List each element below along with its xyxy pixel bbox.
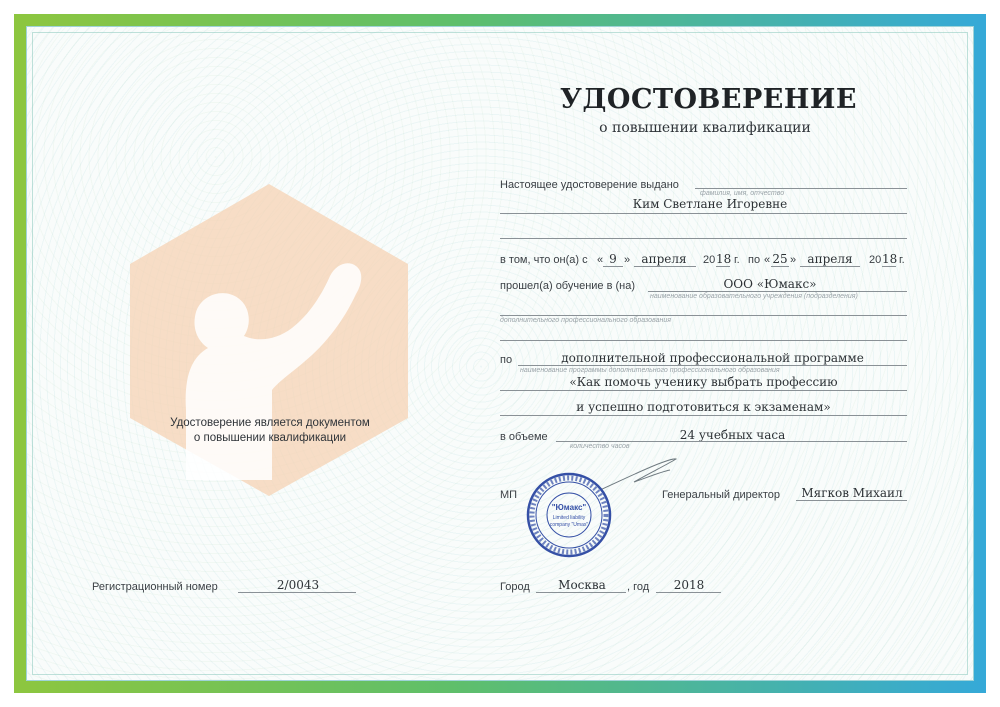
organization-name: ООО «Юмакс» [723,277,817,291]
org-line-1 [648,291,907,292]
registration-line [238,592,356,593]
to-month-line [800,266,860,267]
city-label: Город [500,581,530,593]
registration-label: Регистрационный номер [92,581,218,593]
to-year-suffix: 18 [882,252,898,266]
to-day: 25 [772,252,788,266]
year-line [656,592,721,593]
recipient-name: Ким Светлане Игоревне [632,197,788,211]
registration-number: 2/0043 [276,578,320,592]
program-name-line-2: и успешно подготовиться к экзаменам» [576,400,831,414]
to-month: апреля [807,252,853,266]
stamp-text-3: company "Umax" [549,522,589,528]
from-day-line [603,266,623,267]
from-year-prefix: 20 [703,254,716,266]
program-hint: наименование программы дополнительного профессионального образования [520,367,780,374]
city-value: Москва [558,578,606,592]
period-label: в том, что он(а) с [500,254,588,266]
from-year-line [716,266,730,267]
program-label: по [500,354,513,366]
mp-label: МП [500,489,518,501]
left-note-line-1: Удостоверение является документом [170,417,370,429]
from-month: апреля [641,252,687,266]
to-year-prefix: 20 [869,254,882,266]
issued-label: Настоящее удостоверение выдано [500,179,679,191]
volume-line [556,441,907,442]
left-note [150,416,390,446]
to-day-line [771,266,789,267]
director-name: Мягков Михаил [801,486,903,500]
program-line-3 [500,415,907,416]
org-line-3 [500,340,907,341]
organization-stamp-icon [526,472,612,558]
issued-line-1 [695,188,907,189]
program-name-line-1: «Как помочь ученику выбрать профессию [569,375,838,389]
volume-label: в объеме [500,431,548,443]
volume-value: 24 учебных часа [679,428,786,442]
program-line-2 [500,390,907,391]
director-line [796,500,907,501]
training-label: прошел(а) обучение в (на) [500,280,636,292]
quote-open-1: « [597,254,604,266]
year-value: 2018 [673,578,705,592]
year-mark-1: г. [734,254,740,266]
issued-line-2 [500,213,907,214]
org-hint-2: дополнительного профессионального образования [500,317,671,324]
issued-line-3 [500,238,907,239]
left-note-line-2: о повышении квалификации [193,432,347,444]
org-line-2 [500,315,907,316]
quote-close-1: » [624,254,631,266]
year-mark-2: г. [899,254,905,266]
from-year-suffix: 18 [716,252,732,266]
issued-hint: фамилия, имя, отчество [700,190,785,197]
to-label: по [748,254,761,266]
program-type: дополнительной профессиональной программе [561,351,864,365]
document-subtitle: о повышении квалификации [599,120,811,136]
volume-hint: количество часов [570,443,630,450]
director-position: Генеральный директор [662,489,780,501]
stamp-text-2: Limited liability [552,515,586,521]
stamp-text-1: "Юмакс" [551,503,587,512]
program-line-1 [518,365,907,366]
quote-close-2: » [790,254,797,266]
quote-open-2: « [764,254,771,266]
hexagon-person-logo-icon [126,180,412,498]
document-title: УДОСТОВЕРЕНИЕ [560,84,857,115]
city-line [536,592,626,593]
from-day: 9 [609,252,617,266]
from-month-line [634,266,696,267]
org-hint-1: наименование образовательного учреждения (подразделения) [650,293,858,300]
to-year-line [882,266,896,267]
year-label: , год [627,581,650,593]
